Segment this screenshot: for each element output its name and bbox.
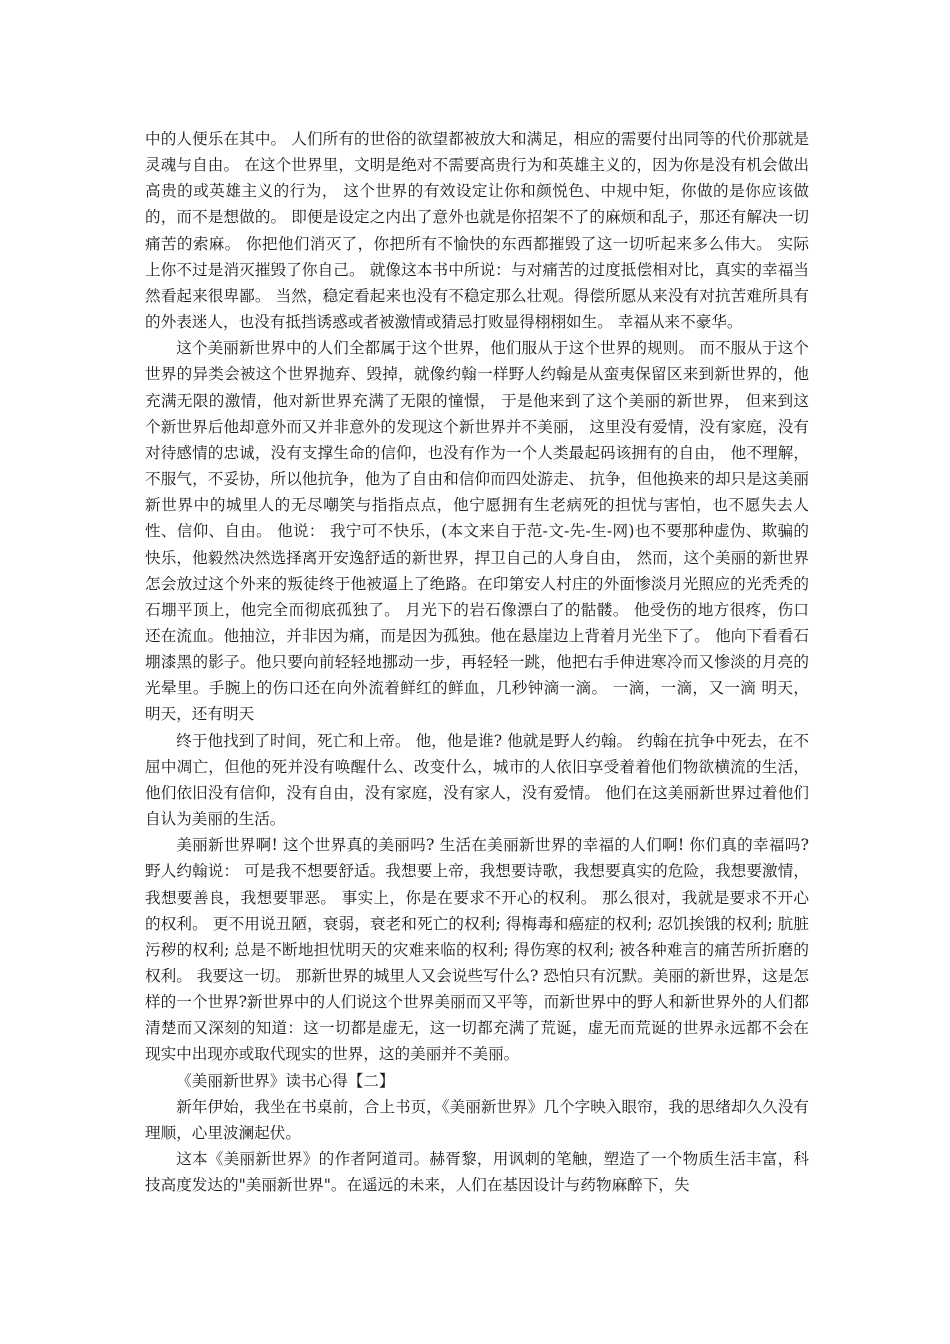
paragraph-5: 新年伊始，我坐在书桌前，合上书页，《美丽新世界》几个字映入眼帘，我的思绪却久久没有理顺，心里波澜起伏。 [145,1097,809,1142]
paragraph-2: 这个美丽新世界中的人们全都属于这个世界，他们服从于这个世界的规则。 而不服从于这个世界的异类会被这个世界抛弃、毁掉，就像约翰一样野人约翰是从蛮夷保留区来到新世界的，他充满无限的激情，他对新世界充满了无限的憧憬， 于是他来到了这个美丽的新世界， 但来到这个新世界后他却意外而又并非意外的发现这个新世界并不美丽， 这里没有爱情，没有家庭，没有对待感情的忠诚，没有支撑生命的信仰，也没有作为一个人类最起码该拥有的自由， 他不理解，不服气，不妥协，所以他抗争，他为了自由和信仰而四处游走、 抗争，但他换来的却只是这美丽新世界中的城里人的无尽嘲笑与指指点点，他宁愿拥有生老病死的担忧与害怕，也不愿失去人性、信仰、自由。 他说： 我宁可不快乐，(本文来自于范-文-先-生-网)也不要那种虚伪、欺骗的快乐，他毅然决然选择离开安逸舒适的新世界，捍卫自己的人身自由， 然而，这个美丽的新世界怎会放过这个外来的叛徒终于他被逼上了绝路。在印第安人村庄的外面惨淡月光照应的光秃秃的石堋平顶上，他完全而彻底孤独了。 月光下的岩石像漂白了的骷髅。 他受伤的地方很疼，伤口还在流血。他抽泣，并非因为痛，而是因为孤独。他在悬崖边上背着月光坐下了。 他向下看看石堋漆黑的影子。他只要向前轻轻地挪动一步，再轻轻一跳，他把右手伸进寒冷而又惨淡的月亮的光晕里。手腕上的伤口还在向外流着鲜红的鲜血，几秒钟滴一滴。 一滴，一滴，又一滴 明天，明天，还有明天 [145,339,809,724]
paragraph-1: 中的人便乐在其中。 人们所有的世俗的欲望都被放大和满足，相应的需要付出同等的代价那就是灵魂与自由。 在这个世界里，文明是绝对不需要高贵行为和英雄主义的，因为你是没有机会做出高贵的或英雄主义的行为， 这个世界的有效设定让你和颜悦色、中规中矩，你做的是你应该做的，而不是想做的。 即便是设定之内出了意外也就是你招架不了的麻烦和乱子，那还有解决一切痛苦的索麻。 你把他们消灭了，你把所有不愉快的东西都摧毁了这一切听起来多么伟大。 实际上你不过是消灭摧毁了你自己。 就像这本书中所说：与对痛苦的过度抵偿相对比，真实的幸福当然看起来很卑鄙。 当然，稳定看起来也没有不稳定那么壮观。得偿所愿从来没有对抗苦难所具有的外表迷人，也没有抵挡诱惑或者被激情或猜忌打败显得栩栩如生。 幸福从来不豪华。 [145,130,809,332]
paragraph-4: 美丽新世界啊! 这个世界真的美丽吗? 生活在美丽新世界的幸福的人们啊! 你们真的幸福吗? 野人约翰说： 可是我不想要舒适。我想要上帝，我想要诗歌，我想要真实的危险，我想要激情，我想要善良，我想要罪恶。 事实上，你是在要求不开心的权利。 那么很对，我就是要求不开心的权利。 更不用说丑陋，衰弱，衰老和死亡的权利; 得梅毒和癌症的权利; 忍饥挨饿的权利; 肮脏污秽的权利; 总是不断地担忧明天的灾难来临的权利; 得伤寒的权利; 被各种难言的痛苦所折磨的权利。 我要这一切。 那新世界的城里人又会说些写什么? 恐怕只有沉默。美丽的新世界，这是怎样的一个世界?新世界中的人们说这个世界美丽而又平等，而新世界中的野人和新世界外的人们都清楚而又深刻的知道：这一切都是虚无，这一切都充满了荒诞，虚无而荒诞的世界永远都不会在现实中出现亦或取代现实的世界，这的美丽并不美丽。 [145,836,809,1064]
paragraph-6: 这本《美丽新世界》的作者阿道司。赫胥黎，用讽刺的笔触，塑造了一个物质生活丰富，科技高度发达的"美丽新世界"。在遥远的未来，人们在基因设计与药物麻醉下，失 [145,1150,809,1195]
paragraph-3: 终于他找到了时间，死亡和上帝。 他，他是谁? 他就是野人约翰。 约翰在抗争中死去，在不屈中凋亡，但他的死并没有唤醒什么、改变什么，城市的人依旧享受着着他们物欲横流的生活，他们依旧没有信仰，没有自由，没有家庭，没有家人，没有爱情。 他们在这美丽新世界过着他们自认为美丽的生活。 [145,731,809,829]
section-heading: 《美丽新世界》读书心得【二】 [176,1071,395,1090]
document-page [145,126,809,1198]
